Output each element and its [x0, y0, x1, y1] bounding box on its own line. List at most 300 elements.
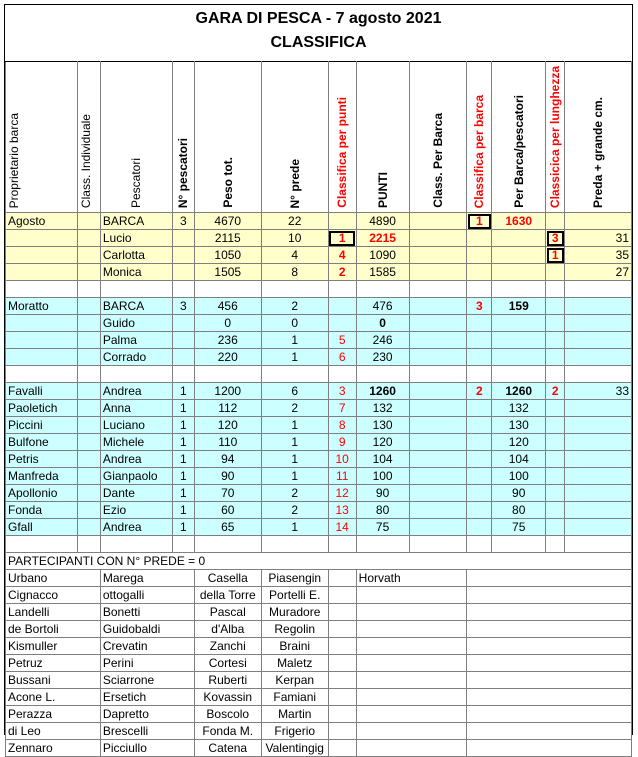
cell-total-weight: 456	[194, 298, 261, 315]
empty-cell	[467, 740, 632, 757]
zero-catches-name: Crevatin	[100, 638, 194, 655]
cell-num-catches: 2	[261, 400, 328, 417]
cell-class-boat	[409, 519, 467, 536]
cell-per-boat-fisherman	[492, 315, 546, 332]
zero-catches-name	[356, 587, 467, 604]
cell-rank-boat	[467, 485, 492, 502]
cell-class-boat	[409, 383, 467, 400]
cell-class-boat	[409, 349, 467, 366]
cell-rank-length	[546, 400, 565, 417]
cell-per-boat-fisherman	[492, 536, 546, 553]
cell-rank-points	[328, 213, 356, 230]
cell-rank-boat	[467, 315, 492, 332]
cell-num-catches: 2	[261, 298, 328, 315]
cell-total-weight	[194, 536, 261, 553]
zero-catches-row	[6, 672, 632, 689]
cell-rank-length	[546, 349, 565, 366]
table-row	[6, 400, 632, 417]
cell-class-boat	[409, 332, 467, 349]
cell-num-catches: 2	[261, 485, 328, 502]
cell-fisherman: Monica	[100, 264, 172, 281]
sheet-title: GARA DI PESCA - 7 agosto 2021	[195, 10, 442, 27]
empty-cell	[328, 706, 356, 723]
empty-cell	[467, 689, 632, 706]
empty-cell	[328, 604, 356, 621]
table-row	[6, 485, 632, 502]
cell-rank-length	[546, 213, 565, 230]
cell-num-fishermen	[172, 247, 194, 264]
cell-total-weight: 94	[194, 451, 261, 468]
cell-owner: Fonda	[6, 502, 78, 519]
cell-num-catches: 1	[261, 349, 328, 366]
cell-rank-points	[328, 536, 356, 553]
cell-fisherman: BARCA	[100, 298, 172, 315]
zero-catches-row	[6, 706, 632, 723]
zero-catches-row	[6, 689, 632, 706]
cell-rank-boat	[467, 281, 492, 298]
cell-biggest-catch	[565, 298, 632, 315]
cell-rank-boat	[467, 468, 492, 485]
header-label: N° prede	[287, 158, 302, 209]
header-label: Pescatori	[129, 158, 144, 209]
cell-total-weight: 2115	[194, 230, 261, 247]
empty-cell	[328, 655, 356, 672]
cell-class-individual	[77, 264, 100, 281]
cell-class-individual	[77, 468, 100, 485]
cell-fisherman: Corrado	[100, 349, 172, 366]
header-label: Classifica per barca	[472, 94, 487, 209]
cell-rank-boat	[467, 264, 492, 281]
cell-num-fishermen: 1	[172, 400, 194, 417]
cell-biggest-catch	[565, 213, 632, 230]
cell-rank-length: 3	[546, 230, 565, 247]
empty-cell	[467, 587, 632, 604]
cell-class-individual	[77, 451, 100, 468]
zero-catches-name: Casella	[194, 570, 261, 587]
cell-per-boat-fisherman: 1260	[492, 383, 546, 400]
header-cell-class-boat	[409, 62, 467, 213]
table-row	[6, 213, 632, 230]
zero-catches-name: Ersetich	[100, 689, 194, 706]
zero-catches-name: Sciarrone	[100, 672, 194, 689]
empty-cell	[467, 638, 632, 655]
empty-cell	[467, 655, 632, 672]
cell-per-boat-fisherman	[492, 349, 546, 366]
cell-biggest-catch: 33	[565, 383, 632, 400]
cell-class-individual	[77, 383, 100, 400]
cell-class-individual	[77, 536, 100, 553]
cell-num-catches	[261, 366, 328, 383]
cell-biggest-catch: 31	[565, 230, 632, 247]
zero-catches-name: d'Alba	[194, 621, 261, 638]
cell-num-catches: 4	[261, 247, 328, 264]
cell-num-catches: 10	[261, 230, 328, 247]
table-row	[6, 468, 632, 485]
cell-class-boat	[409, 434, 467, 451]
cell-owner: Apollonio	[6, 485, 78, 502]
zero-catches-name: Bussani	[6, 672, 101, 689]
header-cell-num-catches	[261, 62, 328, 213]
empty-cell	[328, 570, 356, 587]
cell-rank-points	[328, 366, 356, 383]
cell-per-boat-fisherman	[492, 332, 546, 349]
cell-class-boat	[409, 451, 467, 468]
cell-per-boat-fisherman: 120	[492, 434, 546, 451]
table-row	[6, 383, 632, 400]
cell-points: 104	[356, 451, 409, 468]
header-cell-owner	[6, 62, 78, 213]
cell-points: 476	[356, 298, 409, 315]
cell-class-boat	[409, 502, 467, 519]
zero-catches-name: Picciullo	[100, 740, 194, 757]
cell-biggest-catch	[565, 434, 632, 451]
header-cell-rank-length	[546, 62, 565, 213]
cell-num-fishermen: 1	[172, 451, 194, 468]
cell-rank-points: 5	[328, 332, 356, 349]
cell-class-individual	[77, 519, 100, 536]
cell-class-boat	[409, 536, 467, 553]
cell-points: 75	[356, 519, 409, 536]
zero-catches-name: Fonda M.	[194, 723, 261, 740]
table-row	[6, 264, 632, 281]
cell-class-individual	[77, 298, 100, 315]
cell-rank-length	[546, 417, 565, 434]
cell-rank-points: 8	[328, 417, 356, 434]
cell-class-individual	[77, 281, 100, 298]
zero-catches-name: Perini	[100, 655, 194, 672]
cell-class-boat	[409, 281, 467, 298]
empty-cell	[467, 723, 632, 740]
cell-num-catches: 22	[261, 213, 328, 230]
cell-fisherman	[100, 281, 172, 298]
zero-catches-name	[356, 638, 467, 655]
ranking-table	[5, 61, 632, 757]
cell-biggest-catch: 27	[565, 264, 632, 281]
cell-total-weight: 220	[194, 349, 261, 366]
cell-fisherman: Ezio	[100, 502, 172, 519]
cell-rank-points: 13	[328, 502, 356, 519]
cell-class-boat	[409, 264, 467, 281]
cell-rank-points	[328, 281, 356, 298]
zero-catches-name: ottogalli	[100, 587, 194, 604]
cell-rank-boat	[467, 502, 492, 519]
zero-catches-name	[356, 604, 467, 621]
cell-num-catches: 1	[261, 417, 328, 434]
cell-class-individual	[77, 400, 100, 417]
title-block	[5, 5, 632, 61]
cell-num-catches: 8	[261, 264, 328, 281]
cell-num-catches: 1	[261, 468, 328, 485]
cell-rank-length	[546, 298, 565, 315]
empty-cell	[328, 740, 356, 757]
empty-cell	[467, 604, 632, 621]
cell-rank-boat: 1	[467, 213, 492, 230]
cell-fisherman: Andrea	[100, 383, 172, 400]
cell-class-individual	[77, 366, 100, 383]
cell-owner: Moratto	[6, 298, 78, 315]
header-label: Class. Individuale	[78, 114, 93, 209]
cell-class-boat	[409, 213, 467, 230]
zero-catches-name: Dapretto	[100, 706, 194, 723]
zero-catches-name	[356, 723, 467, 740]
cell-rank-points: 12	[328, 485, 356, 502]
sheet-subtitle: CLASSIFICA	[270, 34, 367, 51]
header-row	[6, 62, 632, 213]
cell-num-fishermen: 3	[172, 298, 194, 315]
cell-owner: Favalli	[6, 383, 78, 400]
cell-total-weight: 0	[194, 315, 261, 332]
cell-biggest-catch	[565, 502, 632, 519]
cell-num-fishermen: 1	[172, 383, 194, 400]
cell-rank-boat	[467, 400, 492, 417]
cell-biggest-catch	[565, 349, 632, 366]
cell-rank-boat	[467, 519, 492, 536]
zero-catches-row	[6, 655, 632, 672]
cell-num-catches	[261, 536, 328, 553]
cell-rank-boat: 2	[467, 383, 492, 400]
cell-total-weight: 110	[194, 434, 261, 451]
zero-catches-name	[356, 621, 467, 638]
zero-catches-name: Boscolo	[194, 706, 261, 723]
cell-fisherman	[100, 366, 172, 383]
header-cell-rank-boat	[467, 62, 492, 213]
cell-per-boat-fisherman: 80	[492, 502, 546, 519]
zero-catches-row	[6, 638, 632, 655]
cell-per-boat-fisherman: 159	[492, 298, 546, 315]
cell-class-individual	[77, 434, 100, 451]
cell-points: 246	[356, 332, 409, 349]
cell-fisherman: Dante	[100, 485, 172, 502]
zero-catches-name: Regolin	[261, 621, 328, 638]
empty-cell	[328, 587, 356, 604]
cell-points: 0	[356, 315, 409, 332]
cell-num-catches: 1	[261, 451, 328, 468]
cell-rank-boat	[467, 230, 492, 247]
cell-points: 90	[356, 485, 409, 502]
cell-rank-points: 14	[328, 519, 356, 536]
empty-cell	[467, 621, 632, 638]
cell-per-boat-fisherman: 75	[492, 519, 546, 536]
cell-points: 4890	[356, 213, 409, 230]
cell-total-weight: 1505	[194, 264, 261, 281]
cell-biggest-catch	[565, 315, 632, 332]
table-row	[6, 247, 632, 264]
cell-num-fishermen: 3	[172, 213, 194, 230]
zero-catches-name: Brescelli	[100, 723, 194, 740]
cell-rank-length: 2	[546, 383, 565, 400]
zero-catches-row	[6, 604, 632, 621]
zero-catches-name: Famiani	[261, 689, 328, 706]
cell-per-boat-fisherman: 130	[492, 417, 546, 434]
cell-num-fishermen: 1	[172, 519, 194, 536]
cell-biggest-catch	[565, 332, 632, 349]
cell-fisherman: Andrea	[100, 451, 172, 468]
cell-class-boat	[409, 247, 467, 264]
zero-catches-name: Martin	[261, 706, 328, 723]
cell-points: 1585	[356, 264, 409, 281]
cell-rank-boat	[467, 349, 492, 366]
cell-num-fishermen	[172, 366, 194, 383]
cell-per-boat-fisherman	[492, 264, 546, 281]
zero-catches-name	[356, 655, 467, 672]
cell-rank-points: 11	[328, 468, 356, 485]
cell-num-fishermen	[172, 349, 194, 366]
cell-owner	[6, 366, 78, 383]
zero-catches-name: Ruberti	[194, 672, 261, 689]
cell-class-boat	[409, 417, 467, 434]
cell-class-individual	[77, 485, 100, 502]
table-row	[6, 451, 632, 468]
cell-biggest-catch	[565, 366, 632, 383]
cell-points	[356, 536, 409, 553]
cell-biggest-catch	[565, 281, 632, 298]
cell-per-boat-fisherman: 104	[492, 451, 546, 468]
cell-owner	[6, 281, 78, 298]
zero-catches-name: Portelli E.	[261, 587, 328, 604]
empty-cell	[467, 570, 632, 587]
table-row	[6, 298, 632, 315]
zero-catches-row	[6, 621, 632, 638]
cell-total-weight: 236	[194, 332, 261, 349]
cell-owner: Bulfone	[6, 434, 78, 451]
cell-rank-length	[546, 281, 565, 298]
cell-fisherman: Andrea	[100, 519, 172, 536]
zero-catches-name: Muradore	[261, 604, 328, 621]
cell-class-boat	[409, 485, 467, 502]
cell-per-boat-fisherman	[492, 247, 546, 264]
cell-rank-points: 7	[328, 400, 356, 417]
cell-points	[356, 281, 409, 298]
zero-catches-row	[6, 723, 632, 740]
table-row	[6, 332, 632, 349]
cell-num-fishermen: 1	[172, 485, 194, 502]
cell-biggest-catch: 35	[565, 247, 632, 264]
cell-total-weight: 1200	[194, 383, 261, 400]
cell-points: 2215	[356, 230, 409, 247]
cell-num-fishermen: 1	[172, 468, 194, 485]
zero-catches-name: Valentingig	[261, 740, 328, 757]
empty-cell	[328, 672, 356, 689]
cell-biggest-catch	[565, 417, 632, 434]
header-cell-biggest-catch	[565, 62, 632, 213]
cell-biggest-catch	[565, 451, 632, 468]
zero-catches-name: Cortesi	[194, 655, 261, 672]
table-row	[6, 434, 632, 451]
header-cell-points	[356, 62, 409, 213]
cell-rank-boat	[467, 536, 492, 553]
cell-rank-boat	[467, 417, 492, 434]
zero-catches-name	[356, 689, 467, 706]
zero-catches-name: Zanchi	[194, 638, 261, 655]
cell-fisherman: BARCA	[100, 213, 172, 230]
zero-catches-name: Pascal	[194, 604, 261, 621]
zero-catches-name: Braini	[261, 638, 328, 655]
cell-class-boat	[409, 298, 467, 315]
cell-total-weight: 70	[194, 485, 261, 502]
empty-cell	[328, 723, 356, 740]
cell-class-individual	[77, 213, 100, 230]
cell-fisherman: Carlotta	[100, 247, 172, 264]
zero-catches-name: Marega	[100, 570, 194, 587]
cell-rank-points: 4	[328, 247, 356, 264]
header-label: N° pescatori	[176, 137, 191, 209]
cell-num-fishermen	[172, 332, 194, 349]
header-label: Per Barca/pescatori	[511, 95, 526, 209]
cell-rank-length	[546, 332, 565, 349]
cell-fisherman	[100, 536, 172, 553]
cell-class-individual	[77, 315, 100, 332]
header-label: Proprietario barca	[7, 112, 21, 209]
cell-total-weight: 65	[194, 519, 261, 536]
cell-biggest-catch	[565, 400, 632, 417]
table-row	[6, 315, 632, 332]
cell-total-weight: 90	[194, 468, 261, 485]
cell-total-weight: 60	[194, 502, 261, 519]
cell-owner	[6, 332, 78, 349]
zero-catches-name: Piasengin	[261, 570, 328, 587]
cell-owner: Piccini	[6, 417, 78, 434]
zero-catches-name: de Bortoli	[6, 621, 101, 638]
cell-num-catches: 0	[261, 315, 328, 332]
cell-total-weight: 4670	[194, 213, 261, 230]
cell-points: 1090	[356, 247, 409, 264]
zero-catches-name: Maletz	[261, 655, 328, 672]
cell-num-fishermen	[172, 264, 194, 281]
cell-class-boat	[409, 366, 467, 383]
header-label: PUNTI	[375, 172, 390, 209]
zero-catches-name: Urbano	[6, 570, 101, 587]
cell-rank-boat	[467, 434, 492, 451]
cell-fisherman: Gianpaolo	[100, 468, 172, 485]
zero-catches-name: Landelli	[6, 604, 101, 621]
cell-rank-length	[546, 451, 565, 468]
cell-points: 80	[356, 502, 409, 519]
cell-points: 120	[356, 434, 409, 451]
cell-rank-points	[328, 315, 356, 332]
cell-owner: Agosto	[6, 213, 78, 230]
empty-cell	[467, 672, 632, 689]
spreadsheet	[4, 4, 633, 756]
cell-class-individual	[77, 230, 100, 247]
cell-rank-points: 2	[328, 264, 356, 281]
cell-rank-boat	[467, 366, 492, 383]
cell-fisherman: Michele	[100, 434, 172, 451]
cell-rank-length	[546, 519, 565, 536]
cell-owner	[6, 230, 78, 247]
header-cell-total-weight	[194, 62, 261, 213]
zero-catches-name: Petruz	[6, 655, 101, 672]
cell-class-boat	[409, 230, 467, 247]
cell-rank-points: 10	[328, 451, 356, 468]
cell-owner: Paoletich	[6, 400, 78, 417]
cell-total-weight: 120	[194, 417, 261, 434]
cell-owner	[6, 315, 78, 332]
cell-class-individual	[77, 349, 100, 366]
table-row	[6, 281, 632, 298]
cell-per-boat-fisherman: 132	[492, 400, 546, 417]
header-cell-class-individual	[77, 62, 100, 213]
table-row	[6, 502, 632, 519]
zero-catches-name: Frigerio	[261, 723, 328, 740]
cell-num-fishermen	[172, 281, 194, 298]
cell-biggest-catch	[565, 485, 632, 502]
cell-rank-boat	[467, 451, 492, 468]
cell-rank-length	[546, 468, 565, 485]
cell-rank-length	[546, 502, 565, 519]
table-row	[6, 349, 632, 366]
cell-class-boat	[409, 468, 467, 485]
cell-per-boat-fisherman: 100	[492, 468, 546, 485]
